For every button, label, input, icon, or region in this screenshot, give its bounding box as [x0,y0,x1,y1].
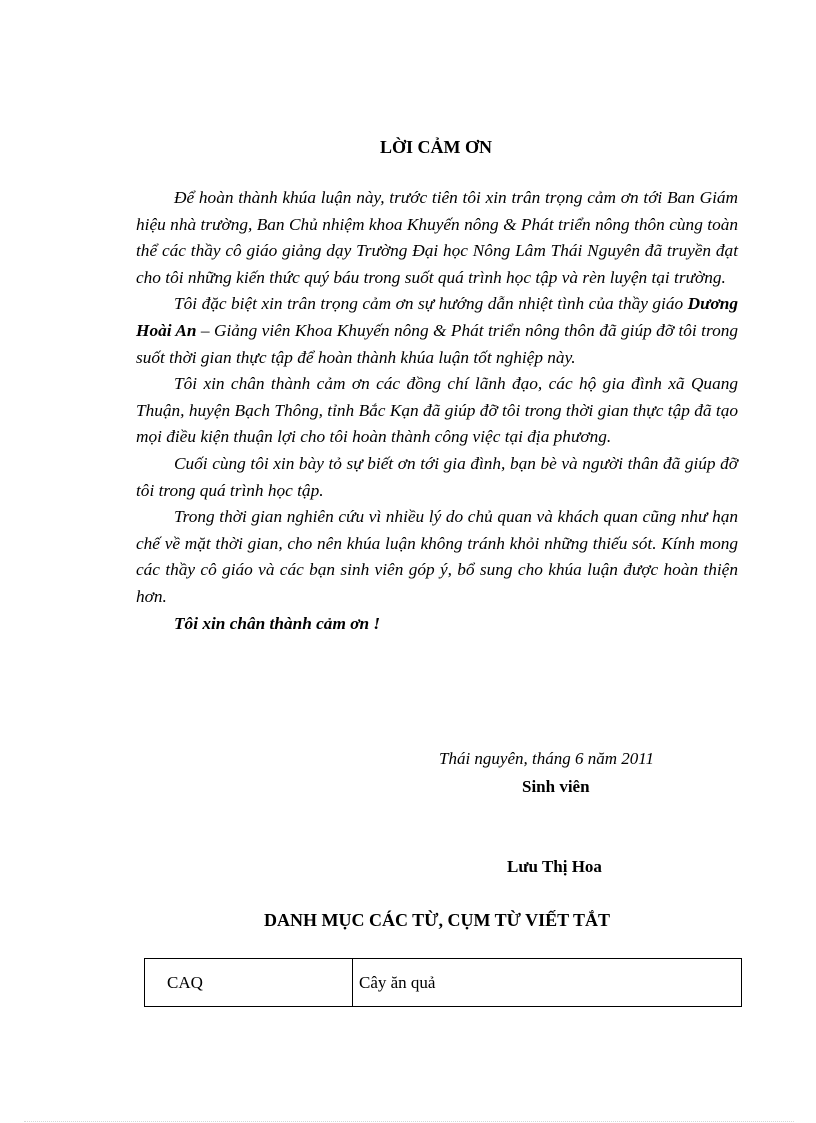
paragraph-2-end: – Giảng viên Khoa Khuyến nông & Phát triển nông thôn đã giúp đỡ tôi trong suốt thời gian thực tập để hoàn thành khúa luận tốt nghiệp này. [136,320,738,367]
signature-date: Thái nguyên, tháng 6 năm 2011 [439,749,655,768]
signature-role: Sinh viên [522,777,590,796]
meaning-cell: Cây ăn quả [353,959,742,1007]
table-row [145,959,742,1007]
abbreviations-heading: DANH MỤC CÁC TỪ, CỤM TỪ VIẾT TẮT [263,910,611,930]
paragraph-4: Cuối cùng tôi xin bày tỏ sự biết ơn tới gia đình, bạn bè và người thân đã giúp đỡ tôi trong quá trình học tập. [136,453,738,500]
signature-name: Lưu Thị Hoa [507,857,602,876]
paragraph-5: Trong thời gian nghiên cứu vì nhiều lý do chủ quan và khách quan cũng như hạn chế về mặt thời gian, cho nên khúa luận không tránh khỏi những thiếu sót. Kính mong các thầy cô giáo và các bạn sinh viên góp ý, bổ sung cho khúa luận được hoàn thiện hơn. [136,507,738,606]
paragraph-2 [136,291,738,371]
closing-line: Tôi xin chân thành cảm ơn ! [174,613,381,633]
paragraph-3: Tôi xin chân thành cảm ơn các đồng chí lãnh đạo, các hộ gia đình xã Quang Thuận, huyện Bạch Thông, tỉnh Bắc Kạn đã giúp đỡ tôi trong thời gian thực tập đã tạo mọi điều kiện thuận lợi cho tôi hoàn thành công việc tại địa phương. [136,374,738,447]
paragraph-1: Để hoàn thành khúa luận này, trước tiên tôi xin trân trọng cảm ơn tới Ban Giám hiệu nhà trường, Ban Chủ nhiệm khoa Khuyến nông & Phát triển nông thôn cùng toàn thể các thầy cô giáo giảng dạy Trường Đại học Nông Lâm Thái Nguyên đã truyền đạt cho tôi những kiến thức quý báu trong suốt quá trình học tập và rèn luyện tại trường. [136,188,738,287]
abbreviation-cell: CAQ [145,959,353,1007]
advisor-name: Dương Hoài An [136,294,738,340]
acknowledgement-body [136,185,738,637]
abbreviations-table [144,958,742,1007]
paragraph-2-start: Tôi đặc biệt xin trân trọng cảm ơn sự hướng dẫn nhiệt tình của thầy giáo [174,294,688,314]
page-title: LỜI CẢM ƠN [380,137,492,157]
page-bottom-rule [24,1121,794,1122]
